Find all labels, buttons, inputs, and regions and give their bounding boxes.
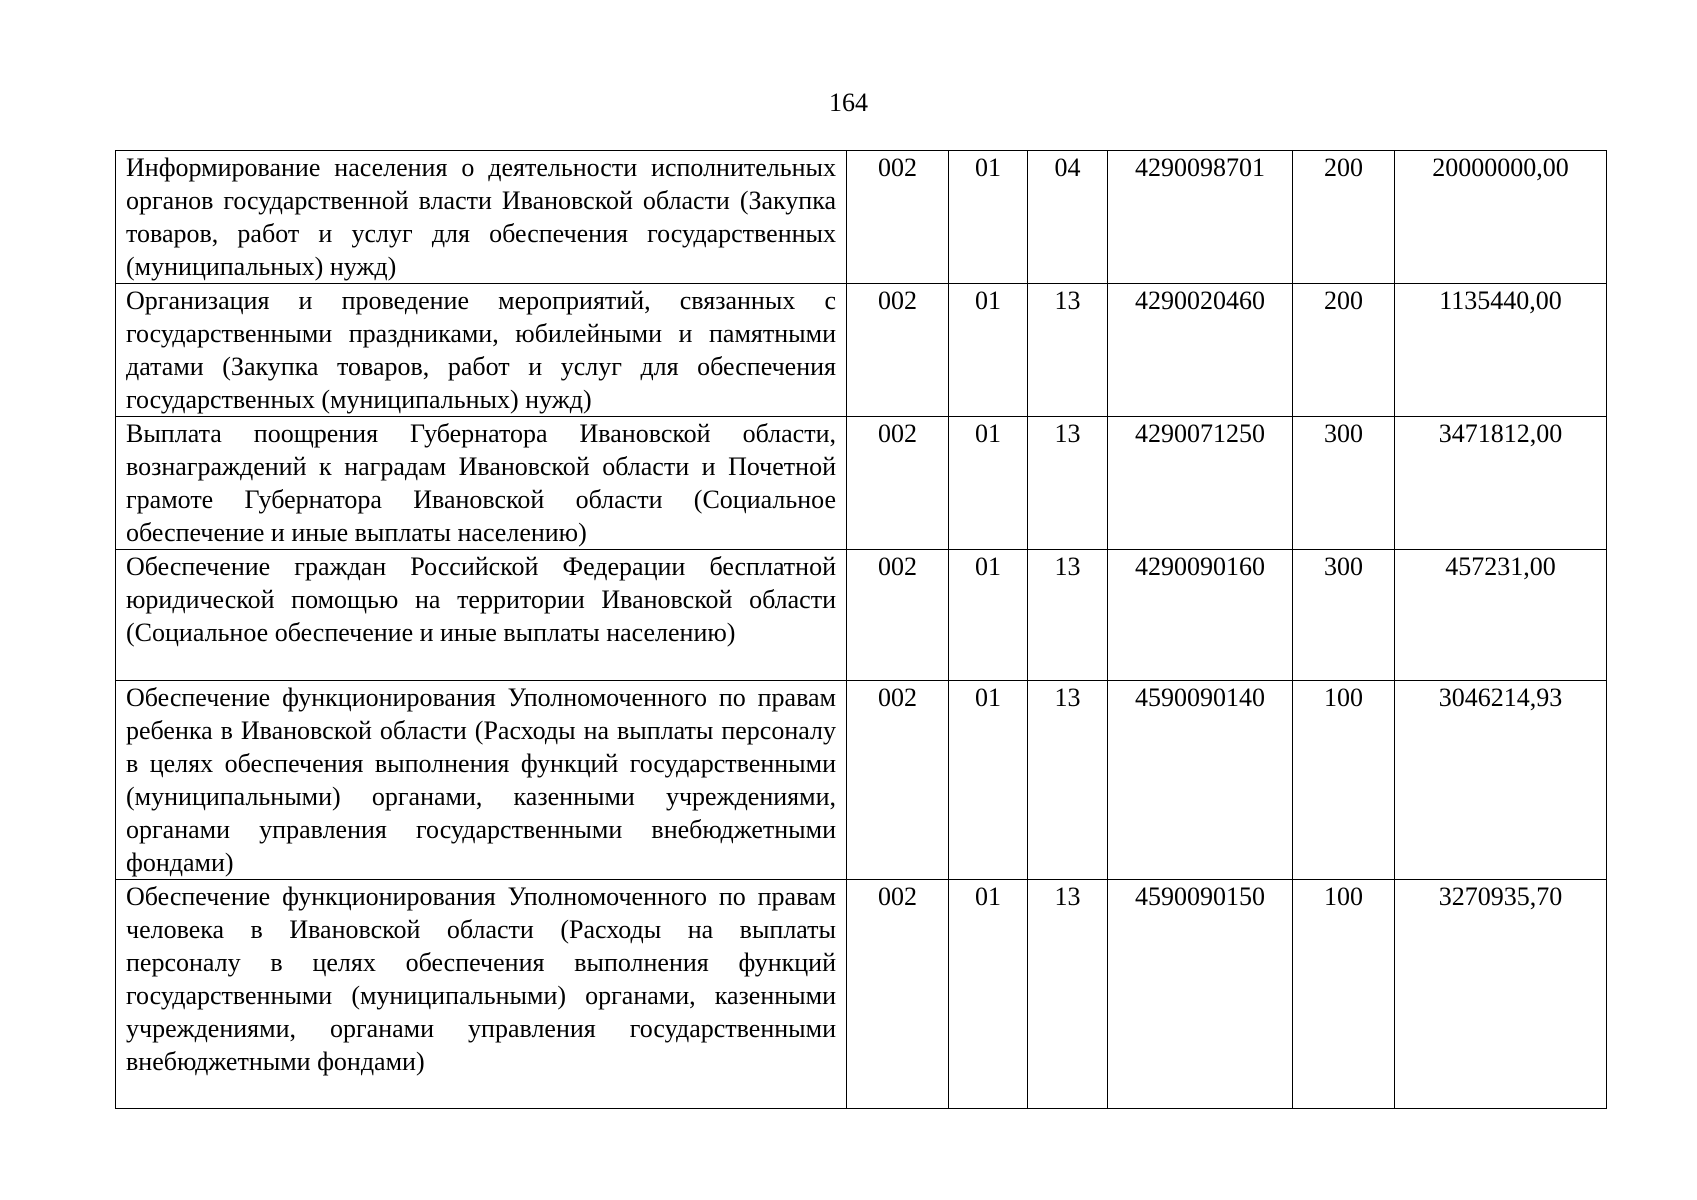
expense-name: Выплата поощрения Губернатора Ивановской области, вознаграждений к наградам Ивановской области и Почетной грамоте Губернатора Ивановской области (Социальное обеспечение и иные выплаты населению): [116, 417, 847, 550]
expense-type-code: 100: [1293, 880, 1395, 1109]
grbs-code: 002: [847, 284, 949, 417]
target-article-code: 4590090150: [1108, 880, 1293, 1109]
target-article-code: 4290098701: [1108, 151, 1293, 284]
target-article-code: 4290090160: [1108, 550, 1293, 681]
grbs-code: 002: [847, 681, 949, 880]
table-row: [116, 681, 1607, 880]
section-code: 01: [949, 417, 1028, 550]
table-row: [116, 550, 1607, 681]
expense-type-code: 200: [1293, 284, 1395, 417]
amount: 3046214,93: [1395, 681, 1607, 880]
expense-type-code: 200: [1293, 151, 1395, 284]
amount: 3471812,00: [1395, 417, 1607, 550]
target-article-code: 4290071250: [1108, 417, 1293, 550]
budget-table: [115, 150, 1607, 1109]
subsection-code: 13: [1028, 417, 1108, 550]
expense-name: Информирование населения о деятельности исполнительных органов государственной власти Ивановской области (Закупка товаров, работ и услуг для обеспечения государственных (муниципальных) нужд): [116, 151, 847, 284]
section-code: 01: [949, 550, 1028, 681]
table-row: [116, 151, 1607, 284]
table-row: [116, 417, 1607, 550]
target-article-code: 4290020460: [1108, 284, 1293, 417]
subsection-code: 04: [1028, 151, 1108, 284]
subsection-code: 13: [1028, 880, 1108, 1109]
page-number: 164: [829, 88, 868, 117]
grbs-code: 002: [847, 550, 949, 681]
subsection-code: 13: [1028, 284, 1108, 417]
target-article-code: 4590090140: [1108, 681, 1293, 880]
expense-type-code: 100: [1293, 681, 1395, 880]
expense-name: Организация и проведение мероприятий, связанных с государственными праздниками, юбилейными и памятными датами (Закупка товаров, работ и услуг для обеспечения государственных (муниципальных) нужд): [116, 284, 847, 417]
expense-type-code: 300: [1293, 550, 1395, 681]
amount: 457231,00: [1395, 550, 1607, 681]
amount: 20000000,00: [1395, 151, 1607, 284]
table-row: [116, 284, 1607, 417]
grbs-code: 002: [847, 151, 949, 284]
table-row: [116, 880, 1607, 1109]
subsection-code: 13: [1028, 681, 1108, 880]
grbs-code: 002: [847, 417, 949, 550]
section-code: 01: [949, 681, 1028, 880]
section-code: 01: [949, 284, 1028, 417]
expense-name: Обеспечение граждан Российской Федерации бесплатной юридической помощью на территории Ивановской области (Социальное обеспечение и иные выплаты населению): [116, 550, 847, 681]
expense-name: Обеспечение функционирования Уполномоченного по правам человека в Ивановской области (Расходы на выплаты персоналу в целях обеспечения выполнения функций государственными (муниципальными) органами, казенными учреждениями, органами управления государственными внебюджетными фондами): [116, 880, 847, 1109]
amount: 3270935,70: [1395, 880, 1607, 1109]
expense-name: Обеспечение функционирования Уполномоченного по правам ребенка в Ивановской области (Расходы на выплаты персоналу в целях обеспечения выполнения функций государственными (муниципальными) органами, казенными учреждениями, органами управления государственными внебюджетными фондами): [116, 681, 847, 880]
subsection-code: 13: [1028, 550, 1108, 681]
amount: 1135440,00: [1395, 284, 1607, 417]
grbs-code: 002: [847, 880, 949, 1109]
expense-type-code: 300: [1293, 417, 1395, 550]
section-code: 01: [949, 151, 1028, 284]
section-code: 01: [949, 880, 1028, 1109]
